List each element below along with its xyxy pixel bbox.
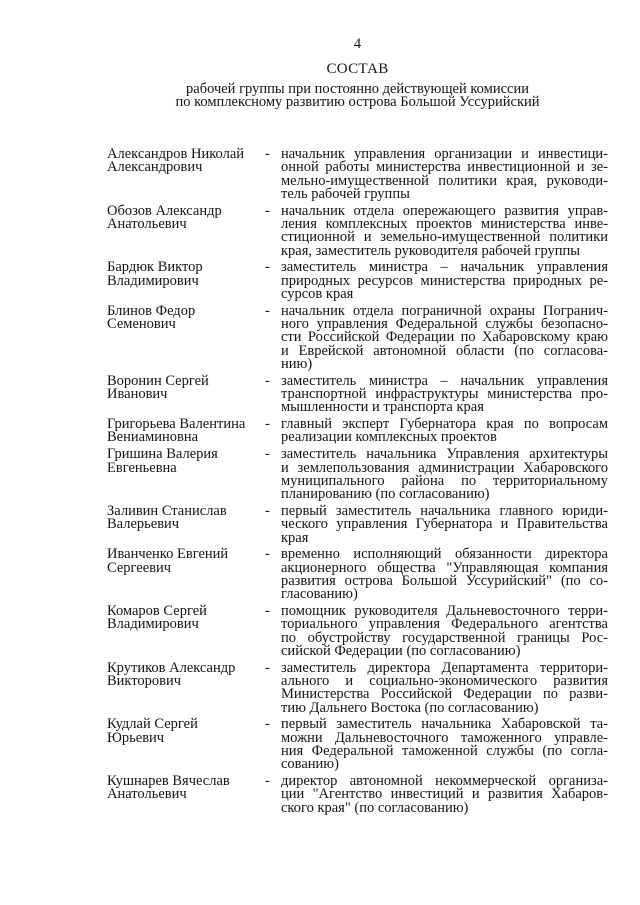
member-duty <box>281 372 608 416</box>
dash-separator: - <box>265 716 270 733</box>
member-name-line: Сергеевич <box>107 559 172 576</box>
member-name-line: Валерьевич <box>107 516 180 533</box>
member-duty-line: мышленности и транспорта края <box>281 399 484 416</box>
member-name-line: Воронин Сергей <box>107 372 209 389</box>
member-name <box>107 718 265 771</box>
member-name-line: Бардюк Виктор <box>107 259 203 276</box>
member-duty-line: начальник отдела опережающего развития управ- <box>281 202 608 219</box>
member-entry <box>107 148 608 201</box>
member-duty-line: временно исполняющий обязанности директора <box>281 546 608 563</box>
page-number: 4 <box>353 36 362 52</box>
member-name-line: Блинов Федор <box>107 302 196 319</box>
member-duty-line: сурсов края <box>281 285 354 302</box>
member-duty-line: и Еврейской автономной области (по согласова- <box>281 342 608 359</box>
member-duty-line: заместитель министра – начальник управления <box>281 259 608 276</box>
member-name <box>107 148 265 201</box>
member-duty-line: ции "Агентство инвестиций и развития Хабаров- <box>281 786 608 803</box>
member-name <box>107 605 265 658</box>
member-duty-line: развития острова Большой Уссурийский" (по со- <box>281 572 608 589</box>
dash-separator: - <box>265 202 270 219</box>
member-duty-line: сованию) <box>281 756 339 773</box>
member-entry <box>107 202 608 259</box>
member-duty-line: ния Федеральной таможенной службы (по согла- <box>281 742 608 759</box>
member-duty-line: нию) <box>281 355 313 372</box>
member-name-line: Анатольевич <box>107 786 187 803</box>
member-name <box>107 261 265 301</box>
member-name <box>107 502 265 545</box>
member-name-line: Семенович <box>107 316 176 333</box>
member-name-line: Юрьевич <box>107 729 165 746</box>
member-entry <box>107 261 608 301</box>
member-name <box>107 372 265 415</box>
member-duty <box>281 605 608 658</box>
subtitle-line: по комплексному развитию острова Большой Уссурийский <box>175 94 540 111</box>
member-duty-line: ториального управления Федерального агентства <box>281 616 608 633</box>
member-duty-line: начальник управления организации и инвестици- <box>281 146 608 162</box>
member-duty-line: директор автономной некоммерческой организа- <box>281 773 608 790</box>
member-duty-line: заместитель директора Департамента территори- <box>281 659 608 676</box>
member-name <box>107 659 265 715</box>
member-duty-line: реализации комплексных проектов <box>281 429 497 446</box>
member-name <box>107 775 265 815</box>
member-entry <box>107 548 608 601</box>
member-duty-line: ского края" (по согласованию) <box>281 799 469 816</box>
dash-separator: - <box>265 773 270 790</box>
member-name-line: Владимирович <box>107 616 199 633</box>
dash-separator: - <box>265 146 270 162</box>
member-duty-line: тель рабочей группы <box>281 185 410 202</box>
member-duty <box>281 775 608 815</box>
member-duty-line: помощник руководителя Дальневосточного терри- <box>281 603 608 619</box>
member-name-line: Обозов Александр <box>107 202 222 219</box>
member-duty-line: тию Дальнего Востока (по согласованию) <box>281 699 539 716</box>
member-duty-line: сти Российской Федерации по Хабаровскому краю <box>281 329 608 346</box>
member-duty <box>281 418 608 445</box>
member-entry <box>107 502 608 546</box>
member-name-line: Кушнарев Вячеслав <box>107 773 230 790</box>
member-duty-line: гласованию) <box>281 586 358 603</box>
member-entry <box>107 448 608 501</box>
member-duty <box>281 261 608 301</box>
dash-separator: - <box>265 502 270 519</box>
member-duty <box>281 148 608 201</box>
member-name-line: Комаров Сергей <box>107 603 207 619</box>
member-duty-line: можни Дальневосточного таможенного управле- <box>281 729 608 746</box>
member-name-line: Григорьева Валентина <box>107 416 246 433</box>
dash-separator: - <box>265 259 270 276</box>
member-entry <box>107 372 608 416</box>
member-duty-line: заместитель министра – начальник управления <box>281 372 608 389</box>
member-duty-line: мельно-имущественной политики края, руководи- <box>281 172 608 189</box>
member-duty <box>281 302 608 372</box>
member-duty <box>281 502 608 546</box>
member-name-line: Иванченко Евгений <box>107 546 229 563</box>
member-name <box>107 448 265 501</box>
member-name-line: Александрович <box>107 159 203 176</box>
member-duty-line: акционерного общества "Управляющая компания <box>281 559 608 576</box>
member-duty-line: ческого управления Губернатора и Правительства <box>281 516 608 533</box>
member-name-line: Крутиков Александр <box>107 659 236 676</box>
member-name-line: Иванович <box>107 386 168 403</box>
member-duty-line: ного управления Федеральной службы безопасно- <box>281 316 608 333</box>
member-duty-line: первый заместитель начальника Хабаровской та- <box>281 716 608 733</box>
member-duty <box>281 548 608 601</box>
member-name <box>107 418 265 445</box>
member-entry <box>107 775 608 815</box>
members-list <box>107 148 608 818</box>
document-subtitle <box>107 83 608 110</box>
member-name-line: Кудлай Сергей <box>107 716 198 733</box>
member-name-line: Викторович <box>107 672 182 689</box>
member-name-line: Владимирович <box>107 272 199 289</box>
dash-separator: - <box>265 416 270 433</box>
member-name-line: Гришина Валерия <box>107 446 218 463</box>
member-duty-line: транспортной инфраструктуры министерства про- <box>281 386 608 403</box>
member-duty <box>281 718 608 771</box>
member-entry <box>107 418 608 445</box>
member-duty-line: первый заместитель начальника главного юриди- <box>281 502 608 519</box>
member-duty <box>281 448 608 501</box>
member-duty <box>281 202 608 259</box>
member-name-line: Заливин Станислав <box>107 502 227 519</box>
member-entry <box>107 659 608 716</box>
member-duty-line: края <box>281 529 309 546</box>
member-name <box>107 202 265 258</box>
member-duty-line: заместитель начальника Управления архитектуры <box>281 446 608 463</box>
member-duty-line: природных ресурсов министерства природных ре- <box>281 272 608 289</box>
member-duty-line: по обустройству государственной границы Рос- <box>281 629 608 646</box>
dash-separator: - <box>265 546 270 563</box>
document-title: СОСТАВ <box>326 61 389 77</box>
member-duty-line: онной работы министерства инвестиционной и зе- <box>281 159 608 176</box>
member-duty-line: стиционной и земельно-имущественной политики <box>281 229 608 246</box>
member-name-line: Евгеньевна <box>107 459 177 476</box>
dash-separator: - <box>265 446 270 463</box>
dash-separator: - <box>265 302 270 319</box>
member-entry <box>107 302 608 372</box>
subtitle-line: рабочей группы при постоянно действующей комиссии <box>186 81 529 97</box>
member-duty-line: главный эксперт Губернатора края по вопросам <box>281 416 608 433</box>
member-duty-line: планированию (по согласованию) <box>281 486 490 503</box>
member-duty-line: и землепользования администрации Хабаровского <box>281 459 608 476</box>
dash-separator: - <box>265 659 270 676</box>
member-name-line: Анатольевич <box>107 215 187 232</box>
member-name-line: Вениаминовна <box>107 429 199 446</box>
member-entry <box>107 718 608 771</box>
member-duty-line: сийской Федерации (по согласованию) <box>281 642 521 659</box>
member-name <box>107 548 265 601</box>
member-duty <box>281 659 608 716</box>
dash-separator: - <box>265 372 270 389</box>
dash-separator: - <box>265 603 270 619</box>
member-duty-line: ального и социально-экономического развития <box>281 672 608 689</box>
member-duty-line: муниципального района по территориальному <box>281 472 608 489</box>
member-name <box>107 302 265 371</box>
member-duty-line: Министерства Российской Федерации по разви- <box>281 686 608 703</box>
member-entry <box>107 605 608 658</box>
member-name-line: Александров Николай <box>107 146 245 162</box>
member-duty-line: начальник отдела пограничной охраны Погранич- <box>281 302 608 319</box>
member-duty-line: края, заместитель руководителя рабочей группы <box>281 242 581 259</box>
member-duty-line: ления комплексных проектов министерства инве- <box>281 215 608 232</box>
